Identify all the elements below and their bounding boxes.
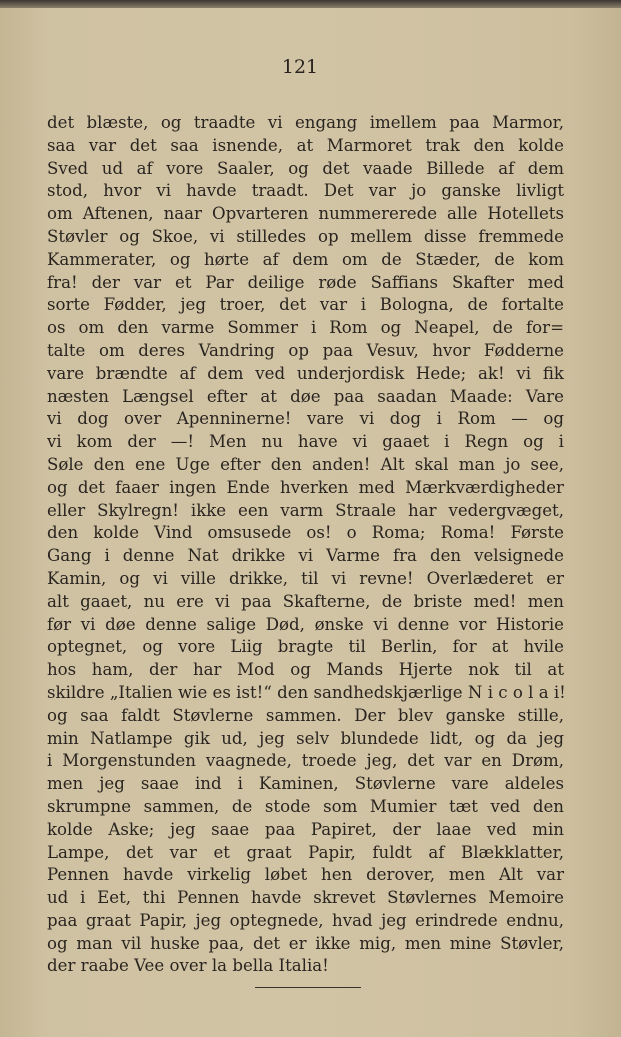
text-line: Søle den ene Uge efter den anden! Alt skal man jo see, xyxy=(47,454,564,474)
text-line: næsten Længsel efter at døe paa saadan Maade: Vare xyxy=(47,386,564,406)
text-line: Kamin, og vi ville drikke, til vi revne! Overlæderet er xyxy=(47,568,564,588)
text-line: hos ham, der har Mod og Mands Hjerte nok til at xyxy=(47,660,564,680)
text-line: skrumpne sammen, de stode som Mumier tæt ved den xyxy=(47,796,564,816)
text-line: alt gaaet, nu ere vi paa Skafterne, de briste med! men xyxy=(47,591,564,611)
body-text xyxy=(47,112,564,978)
text-line: Sved ud af vore Saaler, og det vaade Billede af dem xyxy=(47,158,564,178)
text-line: vi dog over Apenninerne! vare vi dog i Rom — og xyxy=(47,409,564,429)
text-line: vi kom der —! Men nu have vi gaaet i Regn og i xyxy=(47,432,564,452)
text-line: optegnet, og vore Liig bragte til Berlin, for at hvile xyxy=(47,637,564,657)
text-line: paa graat Papir, jeg optegnede, hvad jeg erindrede endnu, xyxy=(47,910,564,930)
text-line: Støvler og Skoe, vi stilledes op mellem disse fremmede xyxy=(47,226,564,246)
text-line: ud i Eet, thi Pennen havde skrevet Støvlernes Memoire xyxy=(47,888,564,908)
text-line: talte om deres Vandring op paa Vesuv, hvor Fødderne xyxy=(47,340,564,360)
text-line: Kammerater, og hørte af dem om de Stæder, de kom xyxy=(47,249,564,269)
text-line: i Morgenstunden vaagnede, troede jeg, det var en Drøm, xyxy=(47,751,564,771)
page-number: 121 xyxy=(281,56,319,78)
text-line: Pennen havde virkelig løbet hen derover, men Alt var xyxy=(47,865,564,885)
text-line: fra! der var et Par deilige røde Saffians Skafter med xyxy=(47,272,564,292)
end-rule-divider xyxy=(255,987,361,988)
text-line: før vi døe denne salige Død, ønske vi denne vor Historie xyxy=(47,614,564,634)
text-line: Gang i denne Nat drikke vi Varme fra den velsignede xyxy=(47,546,564,566)
text-line: vare brændte af dem ved underjordisk Hede; ak! vi fik xyxy=(47,363,564,383)
text-line: men jeg saae ind i Kaminen, Støvlerne vare aldeles xyxy=(47,774,564,794)
text-line: den kolde Vind omsusede os! o Roma; Roma! Første xyxy=(47,523,564,543)
text-line: min Natlampe gik ud, jeg selv blundede lidt, og da jeg xyxy=(47,728,564,748)
text-line: der raabe Vee over la bella Italia! xyxy=(47,956,329,976)
text-line: og man vil huske paa, det er ikke mig, men mine Støvler, xyxy=(47,933,564,953)
text-line: stod, hvor vi havde traadt. Det var jo ganske livligt xyxy=(47,181,564,201)
text-line: om Aftenen, naar Opvarteren nummererede alle Hotellets xyxy=(47,204,564,224)
text-line: og saa faldt Støvlerne sammen. Der blev ganske stille, xyxy=(47,705,564,725)
text-line: og det faaer ingen Ende hverken med Mærkværdigheder xyxy=(47,477,564,497)
text-line: det blæste, og traadte vi engang imellem paa Marmor, xyxy=(47,113,564,132)
text-line: os om den varme Sommer i Rom og Neapel, de for= xyxy=(47,318,564,338)
page-top-edge xyxy=(0,0,621,8)
text-line: Lampe, det var et graat Papir, fuldt af Blækklatter, xyxy=(47,842,564,862)
text-line: skildre „Italien wie es ist!“ den sandhedskjærlige N i c o l a i! xyxy=(47,682,566,702)
text-line: sorte Fødder, jeg troer, det var i Bologna, de fortalte xyxy=(47,295,564,315)
text-line: eller Skylregn! ikke een varm Straale har vedergvæget, xyxy=(47,500,564,520)
text-line: kolde Aske; jeg saae paa Papiret, der laae ved min xyxy=(47,819,564,839)
text-line: saa var det saa isnende, at Marmoret trak den kolde xyxy=(47,135,564,155)
